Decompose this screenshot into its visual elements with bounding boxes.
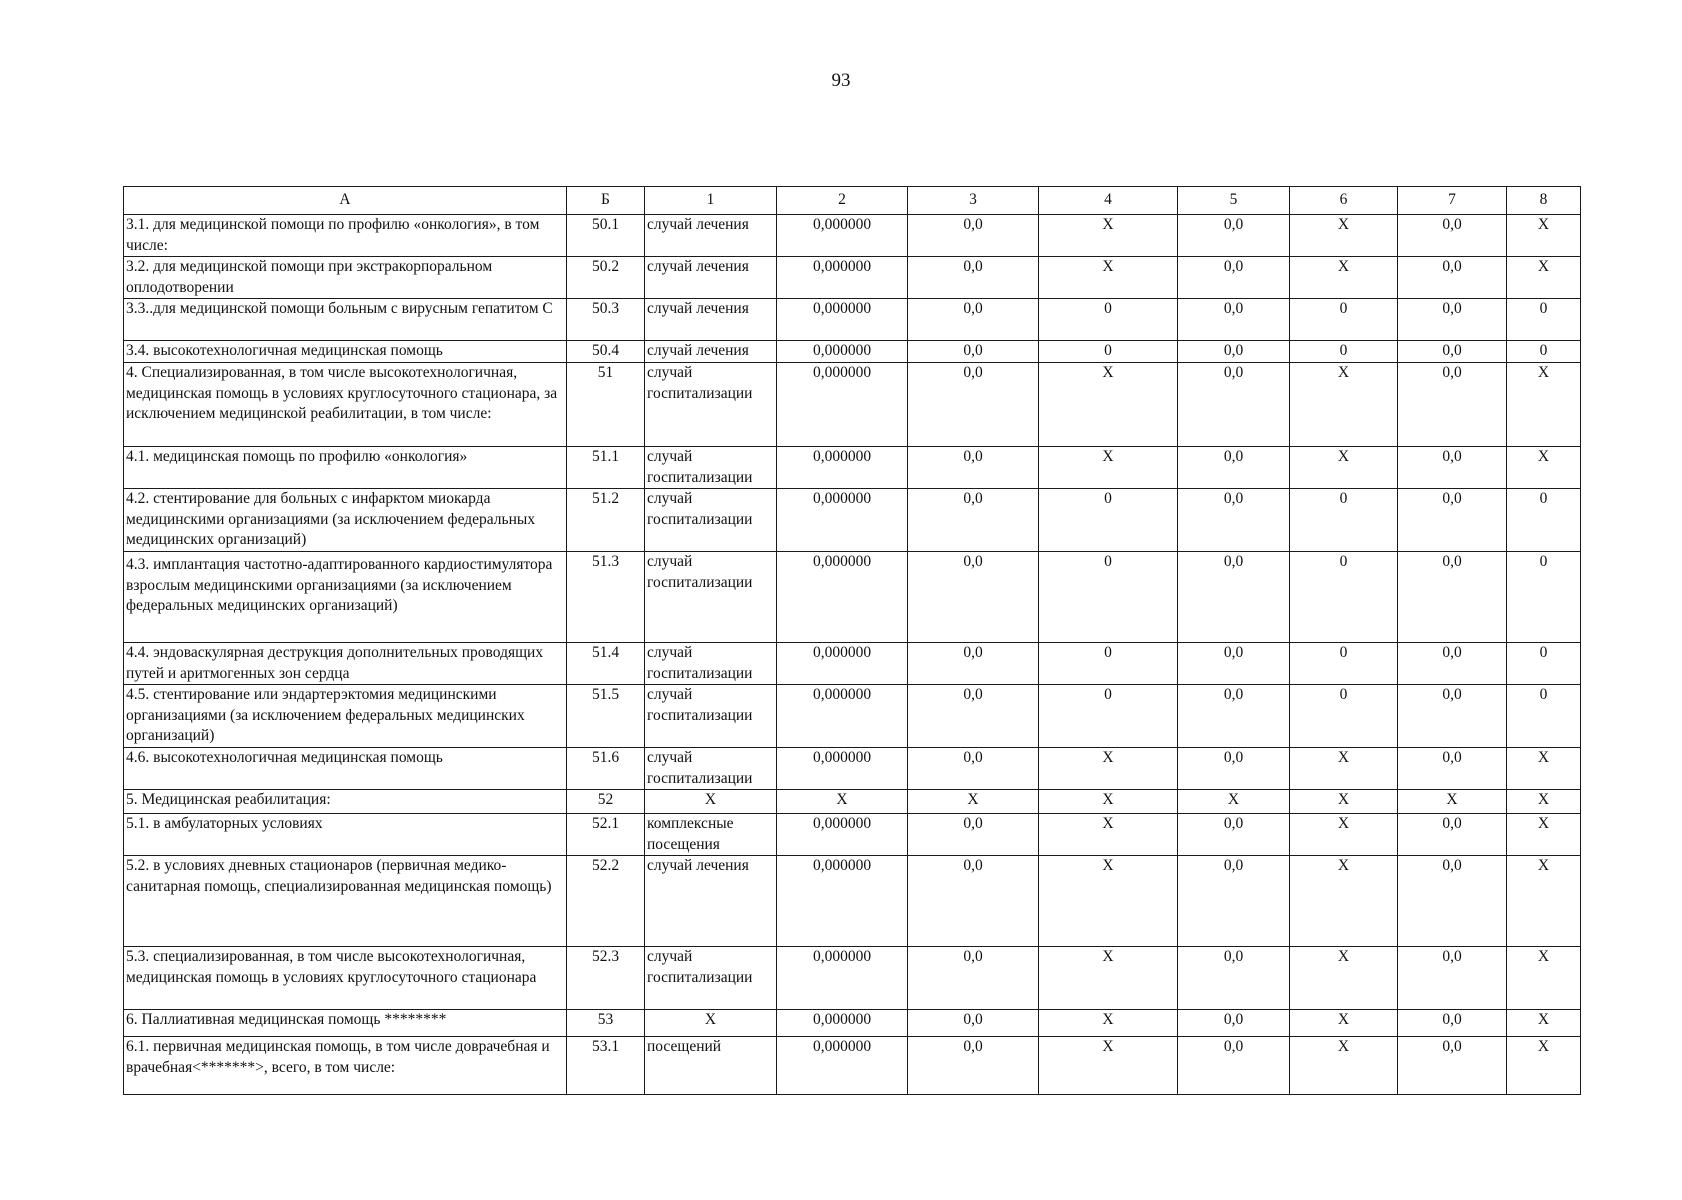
row-code-cell: 51.1	[567, 447, 645, 489]
row-unit-cell: случай лечения	[645, 215, 777, 257]
row-name-cell: 5. Медицинская реабилитация:	[124, 790, 567, 814]
table-row	[124, 790, 1581, 814]
row-value-cell: 0,0	[908, 814, 1039, 856]
row-value-cell: 0,0	[1398, 947, 1507, 1010]
header-cell-b: Б	[567, 187, 645, 215]
row-value-cell: X	[1290, 790, 1398, 814]
row-name-cell: 6.1. первичная медицинская помощь, в том числе доврачебная и врачебная<*******>, всего, в том числе:	[124, 1037, 567, 1095]
row-value-cell: 0	[1039, 685, 1178, 748]
row-value-cell: 0,0	[1178, 643, 1290, 685]
row-value-cell: 0,0	[908, 552, 1039, 643]
row-value-cell: 0,0	[1398, 257, 1507, 299]
table-row	[124, 552, 1581, 643]
row-value-cell: 0	[1039, 341, 1178, 363]
row-value-cell: X	[1039, 748, 1178, 790]
row-name-cell: 5.2. в условиях дневных стационаров (первичная медико-санитарная помощь, специализированная медицинская помощь)	[124, 856, 567, 947]
row-value-cell: X	[1507, 215, 1581, 257]
row-value-cell: 0,000000	[777, 643, 908, 685]
row-value-cell: X	[1039, 947, 1178, 1010]
row-unit-cell: случай госпитализации	[645, 489, 777, 552]
row-value-cell: 0,000000	[777, 814, 908, 856]
row-value-cell: 0,000000	[777, 748, 908, 790]
table-row	[124, 748, 1581, 790]
row-value-cell: X	[1039, 856, 1178, 947]
row-value-cell: 0,0	[1178, 341, 1290, 363]
row-value-cell: 0,0	[908, 1010, 1039, 1037]
row-code-cell: 52	[567, 790, 645, 814]
table-row	[124, 489, 1581, 552]
row-value-cell: 0,000000	[777, 1037, 908, 1095]
table-row	[124, 1037, 1581, 1095]
row-value-cell: 0,0	[1178, 489, 1290, 552]
row-value-cell: X	[1039, 790, 1178, 814]
row-name-cell: 4.1. медицинская помощь по профилю «онкология»	[124, 447, 567, 489]
row-name-cell: 4.5. стентирование или эндартерэктомия медицинскими организациями (за исключением федеральных медицинских организаций)	[124, 685, 567, 748]
row-value-cell: X	[1290, 748, 1398, 790]
row-value-cell: 0,0	[1398, 341, 1507, 363]
row-value-cell: X	[1507, 1010, 1581, 1037]
row-value-cell: X	[1290, 215, 1398, 257]
table-header-row	[124, 187, 1581, 215]
row-name-cell: 4.3. имплантация частотно-адаптированного кардиостимулятора взрослым медицинскими организациями (за исключением федеральных медицинских организаций)	[124, 552, 567, 643]
row-value-cell: 0,0	[1398, 748, 1507, 790]
row-unit-cell: случай госпитализации	[645, 748, 777, 790]
row-value-cell: X	[1290, 1037, 1398, 1095]
row-value-cell: X	[1290, 856, 1398, 947]
row-value-cell: 0,0	[908, 856, 1039, 947]
row-unit-cell: случай госпитализации	[645, 685, 777, 748]
row-code-cell: 50.1	[567, 215, 645, 257]
table-row	[124, 299, 1581, 341]
row-name-cell: 4. Специализированная, в том числе высокотехнологичная, медицинская помощь в условиях круглосуточного стационара, за исключением медицинской реабилитации, в том числе:	[124, 363, 567, 447]
row-name-cell: 3.1. для медицинской помощи по профилю «онкология», в том числе:	[124, 215, 567, 257]
row-unit-cell: случай лечения	[645, 257, 777, 299]
row-value-cell: 0,0	[1178, 215, 1290, 257]
row-value-cell: X	[1290, 257, 1398, 299]
row-value-cell: 0	[1290, 685, 1398, 748]
table-row	[124, 1010, 1581, 1037]
row-value-cell: 0,0	[1398, 215, 1507, 257]
header-cell-3: 3	[908, 187, 1039, 215]
row-value-cell: 0,000000	[777, 447, 908, 489]
row-value-cell: 0	[1507, 299, 1581, 341]
row-unit-cell: случай госпитализации	[645, 947, 777, 1010]
row-value-cell: 0	[1039, 643, 1178, 685]
row-value-cell: 0,0	[908, 947, 1039, 1010]
row-value-cell: 0	[1290, 341, 1398, 363]
row-value-cell: 0,000000	[777, 552, 908, 643]
row-value-cell: 0,0	[908, 341, 1039, 363]
row-value-cell: 0,0	[1178, 257, 1290, 299]
table-row	[124, 257, 1581, 299]
row-value-cell: X	[1507, 447, 1581, 489]
row-value-cell: X	[1507, 814, 1581, 856]
row-unit-cell: случай лечения	[645, 856, 777, 947]
table-row	[124, 685, 1581, 748]
table-row	[124, 856, 1581, 947]
row-code-cell: 50.4	[567, 341, 645, 363]
header-cell-6: 6	[1290, 187, 1398, 215]
table-row	[124, 447, 1581, 489]
row-value-cell: X	[1507, 856, 1581, 947]
row-unit-cell: случай госпитализации	[645, 363, 777, 447]
row-value-cell: 0,0	[1398, 643, 1507, 685]
row-value-cell: 0,0	[908, 489, 1039, 552]
row-name-cell: 4.2. стентирование для больных с инфарктом миокарда медицинскими организациями (за исключением федеральных медицинских организаций)	[124, 489, 567, 552]
row-value-cell: X	[1398, 790, 1507, 814]
row-unit-cell: случай госпитализации	[645, 552, 777, 643]
row-unit-cell: случай лечения	[645, 299, 777, 341]
row-value-cell: 0,0	[908, 1037, 1039, 1095]
header-cell-7: 7	[1398, 187, 1507, 215]
row-code-cell: 51.6	[567, 748, 645, 790]
row-value-cell: 0	[1290, 643, 1398, 685]
header-cell-4: 4	[1039, 187, 1178, 215]
row-value-cell: 0	[1290, 299, 1398, 341]
row-value-cell: X	[1039, 1037, 1178, 1095]
row-value-cell: 0,0	[908, 257, 1039, 299]
row-value-cell: X	[1039, 257, 1178, 299]
row-code-cell: 52.1	[567, 814, 645, 856]
row-name-cell: 6. Паллиативная медицинская помощь ********	[124, 1010, 567, 1037]
row-value-cell: 0,000000	[777, 299, 908, 341]
row-code-cell: 50.3	[567, 299, 645, 341]
header-cell-a: А	[124, 187, 567, 215]
row-value-cell: 0,0	[1398, 1037, 1507, 1095]
row-value-cell: 0,0	[1398, 489, 1507, 552]
row-value-cell: 0,0	[1398, 447, 1507, 489]
data-table	[123, 186, 1581, 1095]
row-value-cell: X	[908, 790, 1039, 814]
row-value-cell: 0,0	[1178, 447, 1290, 489]
row-value-cell: 0,000000	[777, 685, 908, 748]
row-value-cell: X	[1290, 363, 1398, 447]
row-name-cell: 4.6. высокотехнологичная медицинская помощь	[124, 748, 567, 790]
row-value-cell: 0,000000	[777, 489, 908, 552]
row-value-cell: X	[1290, 947, 1398, 1010]
row-value-cell: 0,0	[1398, 363, 1507, 447]
row-value-cell: 0,0	[1178, 299, 1290, 341]
table-row	[124, 363, 1581, 447]
row-value-cell: 0,000000	[777, 257, 908, 299]
page-number: 93	[831, 70, 851, 91]
row-unit-cell: случай лечения	[645, 341, 777, 363]
table-row	[124, 947, 1581, 1010]
row-code-cell: 52.2	[567, 856, 645, 947]
row-value-cell: 0,0	[1178, 1010, 1290, 1037]
row-code-cell: 52.3	[567, 947, 645, 1010]
row-value-cell: 0,0	[908, 363, 1039, 447]
row-value-cell: X	[1290, 1010, 1398, 1037]
row-code-cell: 50.2	[567, 257, 645, 299]
row-value-cell: 0,0	[908, 748, 1039, 790]
row-value-cell: 0,000000	[777, 215, 908, 257]
row-value-cell: 0	[1507, 552, 1581, 643]
row-value-cell: X	[1507, 790, 1581, 814]
row-value-cell: 0,000000	[777, 363, 908, 447]
row-value-cell: 0,0	[1398, 1010, 1507, 1037]
row-value-cell: 0	[1039, 489, 1178, 552]
row-unit-cell: X	[645, 790, 777, 814]
row-value-cell: 0,0	[1178, 1037, 1290, 1095]
row-value-cell: 0,0	[908, 643, 1039, 685]
row-value-cell: X	[1290, 447, 1398, 489]
row-value-cell: 0,0	[908, 447, 1039, 489]
row-name-cell: 5.3. специализированная, в том числе высокотехнологичная, медицинская помощь в условиях круглосуточного стационара	[124, 947, 567, 1010]
row-unit-cell: случай госпитализации	[645, 447, 777, 489]
row-value-cell: 0	[1039, 552, 1178, 643]
row-value-cell: 0,0	[1398, 685, 1507, 748]
row-value-cell: 0,000000	[777, 341, 908, 363]
row-value-cell: 0,0	[1178, 552, 1290, 643]
row-value-cell: 0,000000	[777, 1010, 908, 1037]
row-unit-cell: случай госпитализации	[645, 643, 777, 685]
header-cell-2: 2	[777, 187, 908, 215]
row-value-cell: 0,0	[1398, 299, 1507, 341]
row-unit-cell: комплексные посещения	[645, 814, 777, 856]
row-value-cell: 0,0	[1398, 856, 1507, 947]
row-value-cell: 0,0	[1178, 856, 1290, 947]
row-value-cell: 0,0	[1398, 814, 1507, 856]
table-row	[124, 341, 1581, 363]
table-row	[124, 215, 1581, 257]
row-code-cell: 51	[567, 363, 645, 447]
row-value-cell: 0,0	[908, 685, 1039, 748]
row-value-cell: 0,0	[1178, 947, 1290, 1010]
row-value-cell: 0,000000	[777, 856, 908, 947]
row-value-cell: 0	[1039, 299, 1178, 341]
row-code-cell: 51.3	[567, 552, 645, 643]
row-value-cell: X	[1039, 215, 1178, 257]
row-value-cell: 0	[1290, 489, 1398, 552]
row-value-cell: X	[1507, 947, 1581, 1010]
row-name-cell: 3.2. для медицинской помощи при экстракорпоральном оплодотворении	[124, 257, 567, 299]
row-value-cell: 0,0	[1178, 685, 1290, 748]
row-value-cell: 0,0	[908, 215, 1039, 257]
row-value-cell: 0	[1507, 341, 1581, 363]
row-value-cell: 0	[1290, 552, 1398, 643]
row-name-cell: 4.4. эндоваскулярная деструкция дополнительных проводящих путей и аритмогенных зон сердца	[124, 643, 567, 685]
row-value-cell: X	[777, 790, 908, 814]
row-code-cell: 51.4	[567, 643, 645, 685]
row-value-cell: X	[1039, 447, 1178, 489]
row-value-cell: 0,0	[1178, 814, 1290, 856]
row-value-cell: X	[1039, 1010, 1178, 1037]
row-code-cell: 51.5	[567, 685, 645, 748]
row-value-cell: X	[1039, 363, 1178, 447]
row-value-cell: X	[1178, 790, 1290, 814]
row-value-cell: 0,0	[1178, 363, 1290, 447]
row-unit-cell: X	[645, 1010, 777, 1037]
row-value-cell: X	[1039, 814, 1178, 856]
row-value-cell: 0,0	[1398, 552, 1507, 643]
row-value-cell: X	[1290, 814, 1398, 856]
row-name-cell: 3.3..для медицинской помощи больным с вирусным гепатитом С	[124, 299, 567, 341]
row-value-cell: X	[1507, 1037, 1581, 1095]
table-row	[124, 643, 1581, 685]
header-cell-1: 1	[645, 187, 777, 215]
row-value-cell: 0,0	[908, 299, 1039, 341]
row-value-cell: 0	[1507, 685, 1581, 748]
header-cell-5: 5	[1178, 187, 1290, 215]
header-cell-8: 8	[1507, 187, 1581, 215]
row-value-cell: 0	[1507, 643, 1581, 685]
row-value-cell: 0,000000	[777, 947, 908, 1010]
row-code-cell: 53	[567, 1010, 645, 1037]
table-row	[124, 814, 1581, 856]
row-value-cell: X	[1507, 748, 1581, 790]
row-name-cell: 5.1. в амбулаторных условиях	[124, 814, 567, 856]
row-value-cell: X	[1507, 257, 1581, 299]
row-value-cell: X	[1507, 363, 1581, 447]
row-value-cell: 0,0	[1178, 748, 1290, 790]
row-code-cell: 51.2	[567, 489, 645, 552]
row-value-cell: 0	[1507, 489, 1581, 552]
row-code-cell: 53.1	[567, 1037, 645, 1095]
row-name-cell: 3.4. высокотехнологичная медицинская помощь	[124, 341, 567, 363]
row-unit-cell: посещений	[645, 1037, 777, 1095]
